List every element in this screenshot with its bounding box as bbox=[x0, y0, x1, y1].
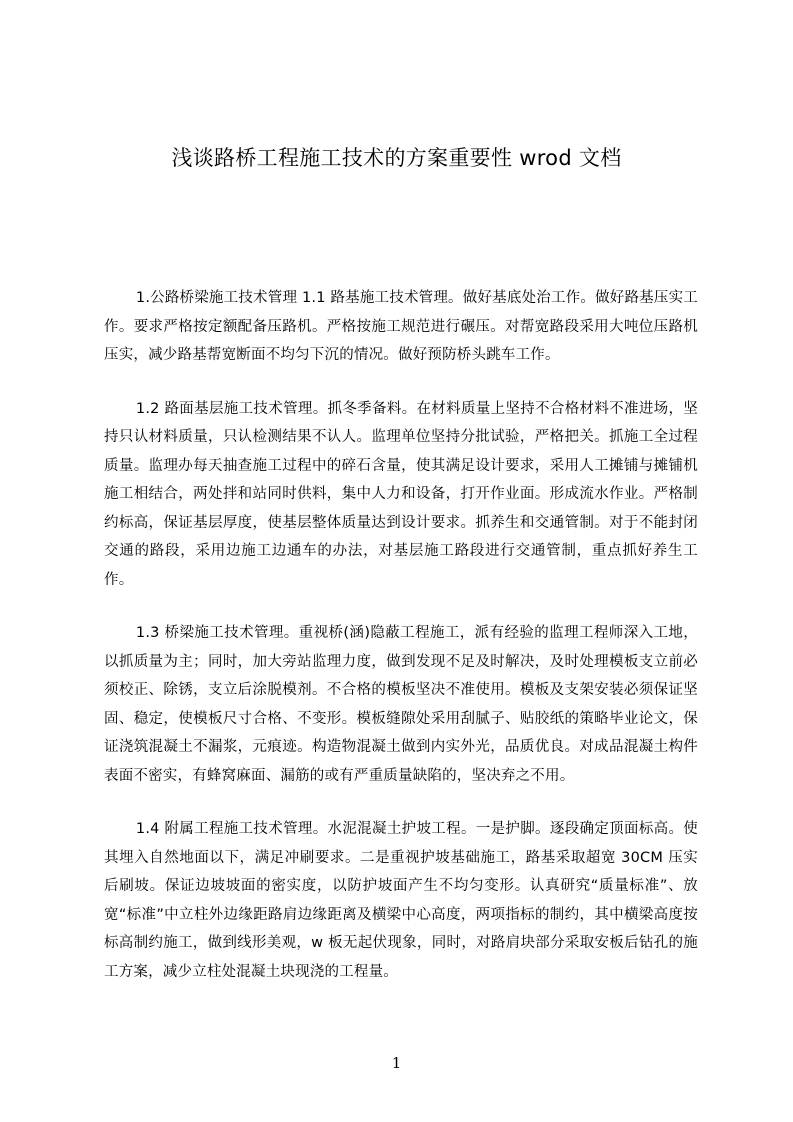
document-title: 浅谈路桥工程施工技术的方案重要性 wrod 文档 bbox=[171, 146, 622, 170]
paragraph-roadbed-management: 1.公路桥梁施工技术管理 1.1 路基施工技术管理。做好基底处治工作。做好路基压实工作。要求严格按定额配备压路机。严格按施工规范进行碾压。对帮宽路段采用大吨位压路机压实，减少路基帮宽断面不均匀下沉的情况。做好预防桥头跳车工作。 bbox=[104, 290, 698, 363]
paragraph-bridge-management: 1.3 桥梁施工技术管理。重视桥(涵)隐蔽工程施工，派有经验的监理工程师深入工地，以抓质量为主；同时，加大旁站监理力度，做到发现不足及时解决，及时处理模板支立前必须校正、除锈，支立后涂脱模剂。不合格的模板坚决不准使用。模板及支架安装必须保证坚固、稳定，使模板尺寸合格、不变形。模板缝隙处采用刮腻子、贴胶纸的策略毕业论文，保证浇筑混凝土不漏浆，元痕迹。构造物混凝土做到内实外光，品质优良。对成品混凝土构件表面不密实，有蜂窝麻面、漏筋的或有严重质量缺陷的，坚决弃之不用。 bbox=[104, 625, 698, 784]
paragraph-pavement-base-management: 1.2 路面基层施工技术管理。抓冬季备料。在材料质量上坚持不合格材料不准进场，坚持只认材料质量，只认检测结果不认人。监理单位坚持分批试验，严格把关。抓施工全过程质量。监理办每天抽查施工过程中的碎石含量，使其满足设计要求，采用人工摊铺与摊铺机施工相结合，两处拌和站同时供料，集中人力和设备，打开作业面。形成流水作业。严格制约标高，保证基层厚度，使基层整体质量达到设计要求。抓养生和交通管制。对于不能封闭交通的路段，采用边施工边通车的办法，对基层施工路段进行交通管制，重点抓好养生工作。 bbox=[104, 400, 698, 588]
paragraph-ancillary-works-management: 1.4 附属工程施工技术管理。水泥混凝土护坡工程。一是护脚。逐段确定顶面标高。使其埋入自然地面以下，满足冲刷要求。二是重视护坡基础施工，路基采取超宽 30CM 压实后刷坡。保证边坡坡面的密实度，以防护坡面产生不均匀变形。认真研究“质量标准”、放宽“标准”中立柱外边缘距路肩边缘距离及横梁中心高度，两项指标的制约，其中横梁高度按标高制约施工，做到线形美观，w 板无起伏现象，同时，对路肩块部分采取安板后钻孔的施工方案，减少立柱处混凝土块现浇的工程量。 bbox=[104, 821, 698, 980]
page-number: 1 bbox=[391, 1054, 402, 1072]
document-body bbox=[104, 284, 698, 1011]
